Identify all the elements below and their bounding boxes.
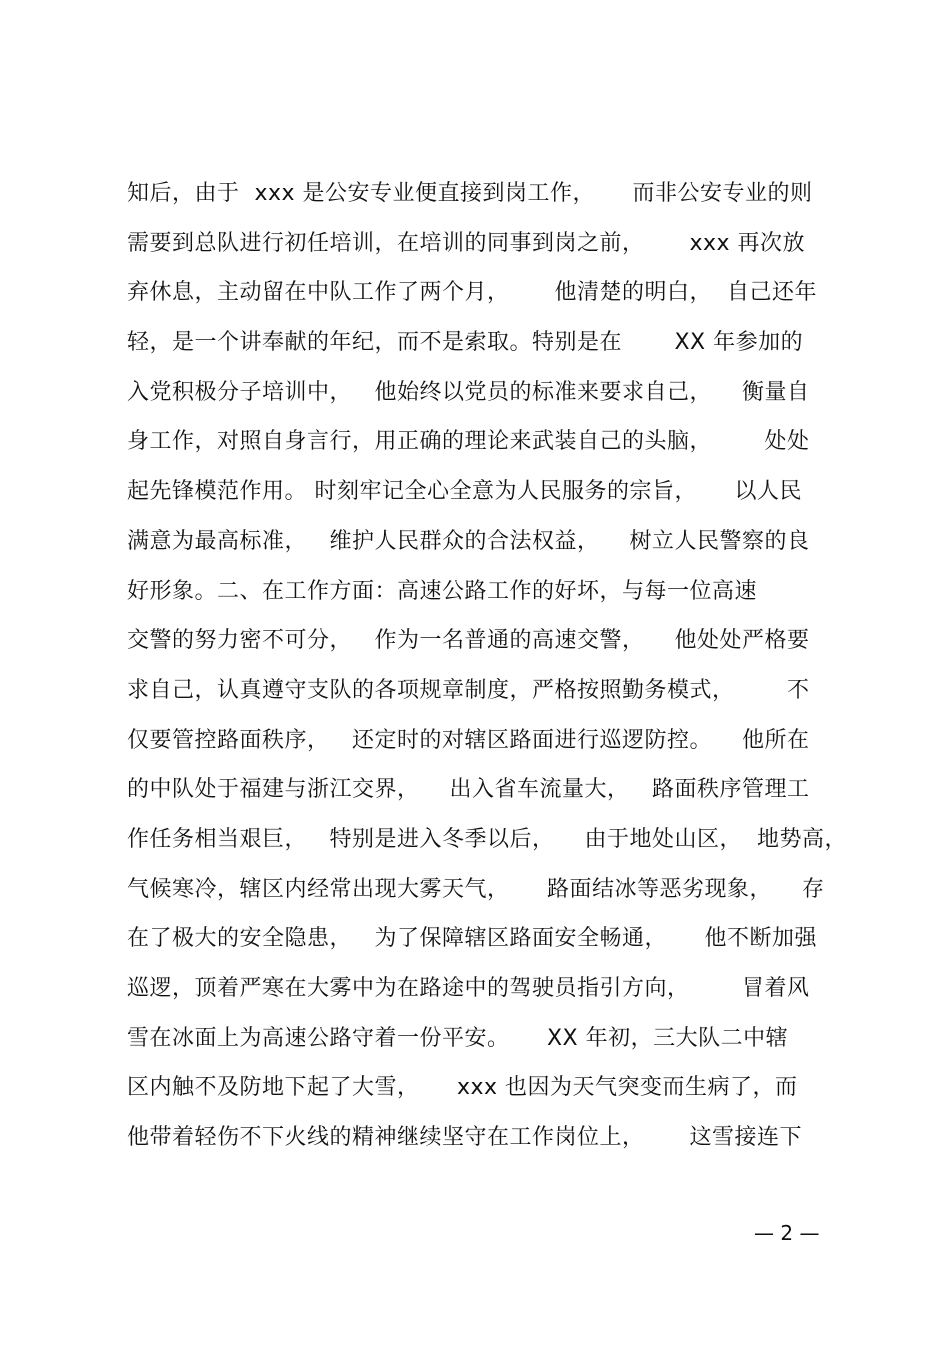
text-line: 的中队处于福建与浙江交界， 出入省车流量大， 路面秩序管理工 (127, 777, 810, 803)
text-line: 满意为最高标准， 维护人民群众的合法权益， 树立人民警察的良 (127, 528, 810, 554)
text-line: 交警的努力密不可分， 作为一名普通的高速交警， 他处处严格要 (127, 628, 810, 654)
text-line: 求自己，认真遵守支队的各项规章制度，严格按照勤务模式， 不 (127, 677, 810, 703)
text-line: 轻，是一个讲奉献的年纪，而不是索取。特别是在 XX 年参加的 (127, 330, 804, 356)
text-line: 作任务相当艰巨， 特别是进入冬季以后， 由于地处山区， 地势高， (127, 826, 847, 852)
text-line: 他带着轻伤不下火线的精神继续坚守在工作岗位上， 这雪接连下 (127, 1125, 802, 1151)
text-line: 在了极大的安全隐患， 为了保障辖区路面安全畅通， 他不断加强 (127, 926, 817, 952)
text-line: 身工作，对照自身言行，用正确的理论来武装自己的头脑， 处处 (127, 429, 810, 455)
text-line: 气候寒冷，辖区内经常出现大雾天气， 路面结冰等恶劣现象， 存 (127, 876, 825, 902)
text-line: 雪在冰面上为高速公路守着一份平安。 XX 年初，三大队二中辖 (127, 1025, 789, 1051)
page-number: — 2 — (754, 1221, 820, 1245)
text-line: 弃休息，主动留在中队工作了两个月， 他清楚的明白， 自己还年 (127, 280, 817, 306)
text-line: 需要到总队进行初任培训，在培训的同事到岗之前， xxx 再次放 (127, 230, 806, 256)
body-text (127, 172, 847, 1166)
text-line: 入党积极分子培训中， 他始终以党员的标准来要求自己， 衡量自 (127, 379, 810, 405)
text-line: 仅要管控路面秩序， 还定时的对辖区路面进行巡逻防控。 他所在 (127, 727, 810, 753)
text-line: 知后，由于 xxx 是公安专业便直接到岗工作， 而非公安专业的则 (127, 181, 813, 206)
text-line: 区内触不及防地下起了大雪， xxx 也因为天气突变而生病了，而 (127, 1075, 798, 1101)
text-line: 起先锋模范作用。 时刻牢记全心全意为人民服务的宗旨， 以人民 (127, 479, 802, 505)
text-line: 巡逻，顶着严寒在大雾中为在路途中的驾驶员指引方向， 冒着风 (127, 976, 810, 1001)
text-line: 好形象。二、在工作方面：高速公路工作的好坏，与每一位高速 (127, 578, 758, 604)
